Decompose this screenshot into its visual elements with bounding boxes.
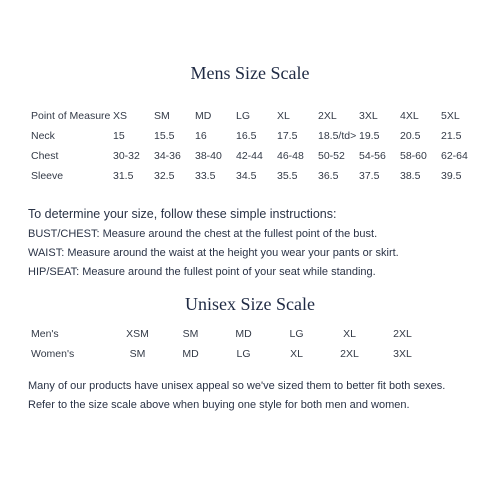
instruction-waist: WAIST: Measure around the waist at the height you wear your pants or skirt. xyxy=(28,247,399,259)
header-cell: SM xyxy=(154,110,170,122)
table-cell: MD xyxy=(235,328,252,340)
header-cell: 5XL xyxy=(441,110,460,122)
table-cell: 38.5 xyxy=(400,170,421,182)
table-cell: XSM xyxy=(126,328,149,340)
table-cell: 15.5 xyxy=(154,130,175,142)
table-row xyxy=(31,166,482,186)
table-cell: Neck xyxy=(31,130,55,142)
table-row xyxy=(31,146,482,166)
mens-size-scale-title: Mens Size Scale xyxy=(190,63,310,83)
table-cell: 33.5 xyxy=(195,170,216,182)
header-cell: Point of Measure xyxy=(31,110,111,122)
unisex-note-line-1: Many of our products have unisex appeal so we've sized them to better fit both sexes. xyxy=(28,380,446,392)
table-cell: 21.5 xyxy=(441,130,462,142)
unisex-note-line-2: Refer to the size scale above when buying one style for both men and women. xyxy=(28,399,410,411)
table-cell: 34.5 xyxy=(236,170,257,182)
table-cell: 15 xyxy=(113,130,125,142)
table-cell: 39.5 xyxy=(441,170,462,182)
table-cell: Women's xyxy=(31,348,75,360)
table-cell: Men's xyxy=(31,328,59,340)
table-cell: SM xyxy=(129,348,146,360)
table-cell: 30-32 xyxy=(113,150,140,162)
mens-size-table xyxy=(31,106,482,186)
table-cell: 36.5 xyxy=(318,170,339,182)
table-cell: Chest xyxy=(31,150,59,162)
table-cell: 46-48 xyxy=(277,150,304,162)
header-cell: 3XL xyxy=(359,110,378,122)
header-cell: MD xyxy=(195,110,212,122)
table-cell: LG xyxy=(289,328,304,340)
table-cell: 19.5 xyxy=(359,130,380,142)
table-row xyxy=(31,324,429,344)
instructions-heading: To determine your size, follow these simple instructions: xyxy=(28,207,337,221)
instruction-hip-seat: HIP/SEAT: Measure around the fullest point of your seat while standing. xyxy=(28,266,376,278)
table-cell: 32.5 xyxy=(154,170,175,182)
header-cell: XS xyxy=(113,110,128,122)
unisex-size-table xyxy=(31,324,429,364)
table-cell: XL xyxy=(290,348,303,360)
table-cell: 2XL xyxy=(340,348,359,360)
unisex-size-scale-title: Unisex Size Scale xyxy=(185,294,315,314)
table-cell: 35.5 xyxy=(277,170,298,182)
table-cell: 18.5/td> xyxy=(318,130,357,142)
table-cell: 54-56 xyxy=(359,150,386,162)
table-cell: 42-44 xyxy=(236,150,263,162)
table-header-row xyxy=(31,106,482,126)
table-cell: 17.5 xyxy=(277,130,298,142)
table-cell: 37.5 xyxy=(359,170,380,182)
table-cell: 34-36 xyxy=(154,150,181,162)
table-cell: 38-40 xyxy=(195,150,222,162)
table-cell: LG xyxy=(236,348,251,360)
table-row xyxy=(31,344,429,364)
table-cell: 16.5 xyxy=(236,130,257,142)
instruction-bust-chest: BUST/CHEST: Measure around the chest at the fullest point of the bust. xyxy=(28,228,378,240)
header-cell: LG xyxy=(236,110,251,122)
header-cell: 4XL xyxy=(400,110,419,122)
table-cell: MD xyxy=(182,348,199,360)
table-cell: 58-60 xyxy=(400,150,427,162)
table-cell: 31.5 xyxy=(113,170,134,182)
table-cell: Sleeve xyxy=(31,170,64,182)
table-cell: 3XL xyxy=(393,348,412,360)
table-row xyxy=(31,126,482,146)
table-cell: 2XL xyxy=(393,328,412,340)
table-cell: XL xyxy=(343,328,356,340)
table-cell: 16 xyxy=(195,130,207,142)
table-cell: 20.5 xyxy=(400,130,421,142)
table-cell: 62-64 xyxy=(441,150,468,162)
table-cell: 50-52 xyxy=(318,150,345,162)
header-cell: 2XL xyxy=(318,110,337,122)
header-cell: XL xyxy=(277,110,290,122)
table-cell: SM xyxy=(182,328,199,340)
